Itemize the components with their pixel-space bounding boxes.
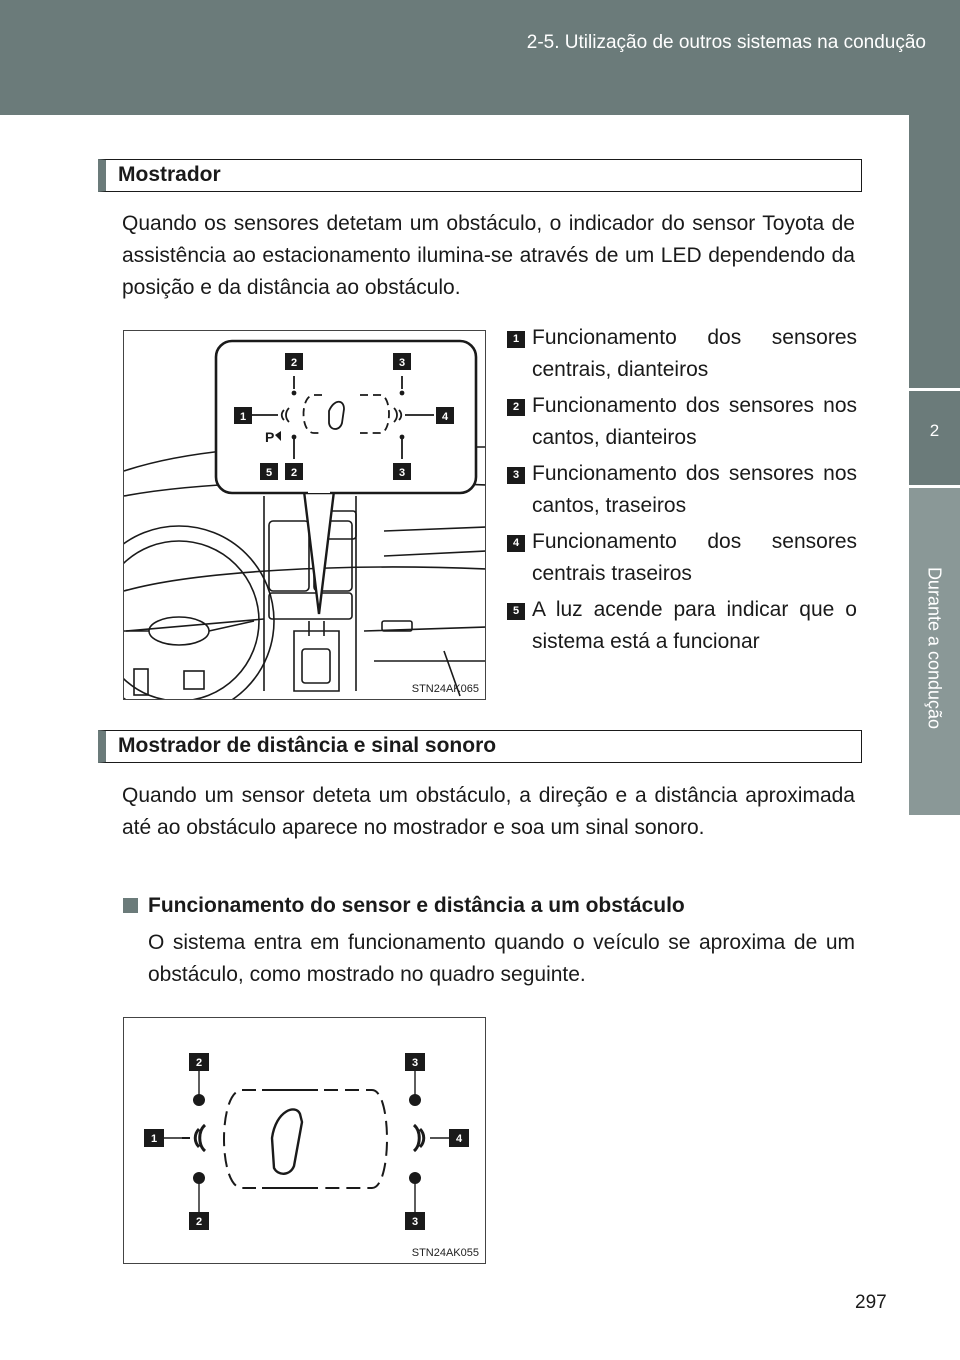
callout-text: 1 [150,1133,158,1145]
legend-item [507,390,857,454]
callout-badge [189,1053,209,1071]
legend-item [507,322,857,386]
callout-badge [144,1129,164,1147]
legend-item [507,526,857,590]
chapter-number: 2 [929,421,940,440]
callout-text: 2 [290,467,298,479]
operation-paragraph: O sistema entra em funcionamento quando o veículo se aproxima de um obstáculo, como mostrado no quadro seguinte. [148,931,855,986]
callout-text: 1 [239,411,247,423]
subheading [123,890,685,922]
number-badge: 3 [507,467,525,484]
header-band [0,0,960,115]
callout-badge [405,1212,425,1230]
callout-text: 2 [195,1057,203,1069]
callout-text: 3 [398,467,406,479]
dashboard-illustration [124,331,486,700]
callout-text: 3 [398,357,406,369]
callout-text: 5 [265,467,273,479]
legend-text: A luz acende para indicar que o sistema está a funcionar [532,598,857,653]
distance-paragraph: Quando um sensor deteta um obstáculo, a direção e a distância aproximada até ao obstáculo aparece no mostrador e soa um sinal sonoro. [122,784,855,839]
legend-text: Funcionamento dos sensores nos cantos, dianteiros [532,394,857,449]
callout-badge [285,463,303,480]
page-number: 297 [855,1292,887,1313]
figure-sensor-diagram [123,1017,486,1264]
callout-text: 3 [411,1057,419,1069]
section-heading-mostrador: Mostrador [98,159,862,192]
legend-item [507,594,857,658]
callout-badge [234,407,252,424]
square-bullet-icon [123,898,138,913]
section-heading-distance-display: Mostrador de distância e sinal sonoro [98,730,862,763]
parking-p-icon: P [265,429,275,445]
subheading-text: Funcionamento do sensor e distância a um obstáculo [148,894,685,917]
number-badge: 4 [507,535,525,552]
intro-paragraph: Quando os sensores detetam um obstáculo, o indicador do sensor Toyota de assistência ao estacionamento ilumina-se através de um LED dependendo da posição e da distância ao obstáculo. [122,212,855,299]
legend-text: Funcionamento dos sensores centrais traseiros [532,530,857,585]
callout-badge [393,353,411,370]
legend-text: Funcionamento dos sensores centrais, dianteiros [532,326,857,381]
figure-code: STN24AK065 [411,683,479,695]
side-tab-top [909,115,960,388]
callout-text: 3 [411,1216,419,1228]
callout-badge [260,463,278,480]
chapter-side-tab [909,115,960,1360]
number-badge: 1 [507,331,525,348]
callout-text: 2 [290,357,298,369]
number-badge: 5 [507,603,525,620]
figure-code: STN24AK055 [411,1247,479,1259]
sensor-diagram-illustration [124,1018,486,1264]
callout-badge [189,1212,209,1230]
callout-text: 2 [195,1216,203,1228]
callout-badge [393,463,411,480]
callout-badge [405,1053,425,1071]
callout-badge [436,407,454,424]
callout-badge [285,353,303,370]
legend-item [507,458,857,522]
figure-dashboard-indicator [123,330,486,700]
legend-text: Funcionamento dos sensores nos cantos, traseiros [532,462,857,517]
chapter-section-title: 2-5. Utilização de outros sistemas na condução [526,32,926,53]
legend-list [507,322,857,662]
callout-badge [449,1129,469,1147]
callout-text: 4 [441,411,449,423]
chapter-label: Durante a condução [924,566,945,730]
side-tab-number-box [909,388,960,485]
number-badge: 2 [507,399,525,416]
callout-text: 4 [455,1133,463,1145]
side-tab-label-box [909,485,960,815]
